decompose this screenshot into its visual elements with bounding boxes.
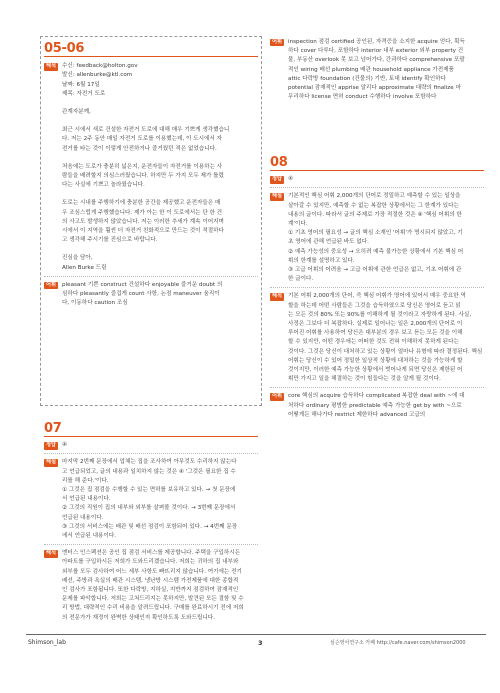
footer-rule <box>26 634 486 635</box>
text-line: 인 검사가 포함됩니다. 또한 다락방, 지하실, 지반까지 점검하여 잠재적인 <box>62 587 239 594</box>
translation-tag: 해석 <box>46 550 57 557</box>
translation-block <box>270 292 484 384</box>
text-line: 한 글이다. <box>288 276 314 283</box>
answer-tag: 정답 <box>272 176 283 183</box>
paragraph-2 <box>62 163 258 191</box>
text-line: ① 그것은 집 점검을 수행할 수 있는 면허를 보유하고 있다. → 첫 문장에 <box>62 487 236 494</box>
divider <box>270 387 484 388</box>
translation-body <box>62 549 258 623</box>
explanation-tag: 해설 <box>46 459 57 466</box>
text-line: 고 언급되었고, 글의 내용과 일치하지 않는 것은 ④ '그것은 필요한 집 수 <box>62 468 236 475</box>
vocab-line: 물, 부동산 overlook 못 보고 넘어가다, 간과하다 comprehensive 포괄 <box>288 57 465 64</box>
text-line: 기본 어휘 2,000개의 단어, 즉 핵심 어휘가 영어에 있어서 매우 중요한 역 <box>288 293 466 300</box>
translation-tag: 해석 <box>272 293 283 300</box>
explanation-block <box>44 458 258 541</box>
vocab-line: core 핵심의 acquire 습득하다 complicated 복잡한 deal with ~에 대 <box>288 393 465 400</box>
vocab-tag: 어휘 <box>272 393 283 400</box>
translation-body <box>62 62 258 273</box>
divider <box>270 187 484 188</box>
vocab-line: pleasant 기쁜 construct 건설하다 enjoyable 즐거운 doubt 의 <box>62 281 223 288</box>
text-line: 다. 저는 2주 동안 매일 자전거 도로를 이용했는데, 이 도시에서 자 <box>62 136 223 143</box>
vocab-tag: 어휘 <box>272 39 283 45</box>
answer-tag: 정답 <box>46 442 57 449</box>
vocab-line: 어떻게든 해나가다 restrict 제한하다 advanced 고급의 <box>288 411 426 418</box>
text-line: 외부를 모두 검사하여 어느 세부 사항도 빠뜨리지 않습니다. 여기에는 전기 <box>62 568 242 575</box>
q08-section <box>270 155 484 420</box>
question-number: 08 <box>270 155 288 170</box>
email-subject: 제목: 자전거 도로 <box>62 90 106 97</box>
text-line: 는 모든 것의 80% 또는 90%를 이해하게 될 것이라고 자랑하게 된다. 사실, <box>288 311 472 318</box>
translation-tag: 해석 <box>46 63 57 70</box>
text-line: 어휘는 당신이 수 있어 정밀한 일상적 상황에 대처하는 것을 가능하게 할 <box>288 357 463 364</box>
text-line: 기본적인 핵심 어휘 2,000개의 단어로 정밀하고 예측할 수 있는 일상을 <box>288 193 461 200</box>
text-line: 람들을 배려할지 의심스러웠습니다. 하지만 두 가지 모두 제가 틀렸 <box>62 173 224 180</box>
paragraph-1 <box>62 126 258 154</box>
vocab-body <box>62 281 258 309</box>
text-line: 엔터스 인스펙션은 공인 집 점검 서비스를 제공합니다. 주택을 구입하시든 <box>62 550 241 557</box>
text-line: 의 전문가가 재정이 완벽한 상태인지 확인하도록 도와드립니다. <box>62 614 215 621</box>
text-line: 배선, 주방과 욕실의 배관 시스템, 냉난방 시스템 가전제품에 대한 종합적 <box>62 577 239 584</box>
explanation-body <box>62 458 258 541</box>
text-line: 문제를 파악합니다. 저희는 고쳐드리지는 못하지만, 발견된 모든 결함 및 수 <box>62 596 244 603</box>
text-line: ① 기초 영어의 필요성 → 글의 핵심 소재인 '어휘'가 명시되지 않았고, 기 <box>288 230 463 237</box>
text-line: 최근 시에서 새로 건설한 자전거 도로에 대해 매우 기쁘게 생각했습니 <box>62 127 230 134</box>
answer-value: ④ <box>62 442 68 449</box>
vocab-line: 적인 wiring 배선 plumbing 배관 household appliance 가전제품 <box>288 66 454 73</box>
question-underline <box>44 56 258 57</box>
divider <box>44 544 258 545</box>
email-header <box>62 62 258 99</box>
vocab-body <box>288 38 484 102</box>
q07-vocab-section <box>270 38 484 102</box>
vocab-block <box>270 392 484 420</box>
vocab-tag: 어휘 <box>46 281 57 288</box>
text-line: 것이지만, 이러한 예측 가능한 상황에서 벗어나게 되면 당신은 제한된 어 <box>288 367 463 374</box>
vocab-body <box>288 392 484 420</box>
text-line: 내용의 글이다. 따라서 글의 주제로 가장 적절한 것은 ④ '핵심 어휘의 한 <box>288 211 462 218</box>
translation-block <box>44 62 258 273</box>
explanation-tag: 해설 <box>272 193 283 200</box>
answer-block <box>270 175 484 184</box>
email-to: 수신: feedback@holton.gov <box>62 63 138 70</box>
question-number: 07 <box>44 421 62 436</box>
page-footer <box>0 634 500 654</box>
paragraph-3 <box>62 199 258 245</box>
email-date: 날짜: 6월 17일 <box>62 81 100 88</box>
text-line: 루어진 어휘를 사용하여 당신은 대부분의 경우 보고 듣는 모든 것을 이해 <box>288 330 463 337</box>
text-line: 의 사고도 발생하지 않았습니다. 저는 이러한 추세가 계속 이어지며 <box>62 218 224 225</box>
text-line: 것이다. 그것은 당신이 대처하고 있는 상황이 얼마나 유형에 따라 결정된다. 핵심 <box>288 348 483 355</box>
text-line: 계'이다. <box>288 221 308 228</box>
text-line: 아파트를 구입하시든 저희가 도와드리겠습니다. 저희는 귀하의 집 내부와 <box>62 559 239 566</box>
vocab-block <box>270 38 484 102</box>
divider <box>44 453 258 454</box>
text-line: ③ 고급 어휘의 어려움 → 고급 어휘에 관한 언급은 없고, 기초 어휘에 관 <box>288 267 462 274</box>
text-line: 사정은 그보다 더 복잡하다. 실제로 일어나는 일은 2,000개의 단어로 이 <box>288 321 463 328</box>
vocab-line: 하다 cover 다루다, 포함하다 interior 내부 exterior 외부 property 건 <box>288 48 464 55</box>
text-line: 휘만 가지고 일을 해결하는 것이 힘들다는 것을 알게 될 것이다. <box>288 376 441 383</box>
vocab-line: 처하다 ordinary 평범한 predictable 예측 가능한 get by with ~으로 <box>288 402 462 409</box>
footer-brand: Shimson_lab <box>28 639 66 646</box>
divider <box>270 287 484 288</box>
text-line: 리 방법, 대략적인 수리 비용을 알려드립니다. 구매를 완료하시기 전에 저희 <box>62 605 244 612</box>
vocab-line: potential 잠재적인 apprise 알리다 approximate 대략의 finalize 마 <box>288 85 461 92</box>
explanation-block <box>270 192 484 284</box>
question-number: 05-06 <box>44 41 85 56</box>
signature: Allen Burke 드림 <box>62 264 107 271</box>
text-line: 도로는 시내를 주행하기에 충분한 공간을 제공했고 운전자들은 매 <box>62 200 221 207</box>
q07-section <box>44 421 258 623</box>
text-line: 할을 하는데 어떤 사람들은 그것을 습득하였으로 당신은 영어로 듣고 읽 <box>288 302 461 309</box>
translation-body <box>288 292 484 384</box>
text-line: 언급된 내용이다. <box>62 514 104 521</box>
answer-value: ④ <box>288 176 294 183</box>
email-from: 발신: allenburke@ktl.com <box>62 72 133 79</box>
explanation-body <box>288 192 484 284</box>
text-line: 초 영어에 관해 언급된 바도 없다. <box>288 239 369 246</box>
question-underline <box>270 170 484 171</box>
text-line: ② 예측 가능성의 중요성 → 오히려 예측 불가능한 상황에서 기본 핵심 어 <box>288 248 464 255</box>
vocab-line: 다, 이동하다 caution 조심 <box>62 300 128 307</box>
text-line: 우 조심스럽게 주행했습니다. 제가 아는 한 이 도로에서는 단 한 건 <box>62 209 223 216</box>
text-line: 고 생각해 주시기를 진심으로 바랍니다. <box>62 237 158 244</box>
q0506-section <box>44 41 258 308</box>
text-line: 처음에는 도로가 충분히 넓은지, 운전자들이 자전거를 이용하는 사 <box>62 163 223 170</box>
vocab-line: 심하다 pleasantly 즐겁게 count 사항, 논점 maneuver 움직이 <box>62 291 220 298</box>
answer-block <box>44 441 258 450</box>
text-line: 리를 해 준다.'이다. <box>62 477 109 484</box>
text-line: 휘의 한계를 설명하고 있다. <box>288 257 355 264</box>
text-line: 마지막 2번째 문장에서 업체는 집을 조사하여 아무것도 수리하지 않는다 <box>62 459 237 466</box>
divider <box>44 276 258 277</box>
closing: 진심을 담아, <box>62 255 93 262</box>
text-line: 전거를 타는 것이 이렇게 안전하거나 즐거웠던 적은 없었습니다. <box>62 145 217 152</box>
text-line: 할 수 있지만, 어떤 경우에는 어떠한 것도 전혀 이해하지 못하게 된다는 <box>288 339 459 346</box>
text-line: ③ 그것의 서비스에는 배관 및 배선 점검이 포함되어 있다. → 4번째 문장 <box>62 523 238 530</box>
vocab-line: 무리하다 license 면허 conduct 수행하다 involve 포함하다 <box>288 94 437 101</box>
text-line: 서 언급된 내용이다. <box>62 496 111 503</box>
closing-block <box>62 254 258 272</box>
text-line: ② 그것의 직원이 집의 내부와 외부를 살펴볼 것이다. → 3번째 문장에서 <box>62 505 236 512</box>
page-number: 3 <box>258 639 263 647</box>
salutation: 관계자분께, <box>62 109 91 116</box>
vocab-line: attic 다락방 foundation (건물의) 기반, 토대 identify 확인하다 <box>288 75 446 82</box>
text-line: 살아갈 수 있지만, 예측할 수 없는 복잡한 상황에서는 그 한계가 있다는 <box>288 202 459 209</box>
translation-block <box>44 549 258 623</box>
text-line: 에서 언급된 내용이다. <box>62 533 116 540</box>
question-underline <box>44 436 258 437</box>
vocab-block <box>44 281 258 309</box>
text-line: 다는 사실에 기쁘고 놀라웠습니다. <box>62 182 145 189</box>
footer-cafe-link[interactable]: 심슨영어연구소 카페 http://cafe.naver.com/shimson2000 <box>330 640 466 646</box>
vocab-line: inspection 점검 certified 공인된, 자격증을 소지한 acquire 얻다, 획득 <box>288 39 465 45</box>
text-line: 시에서 이 지역을 훨씬 더 자전거 친화적으로 만드는 것이 적절하다 <box>62 228 224 235</box>
